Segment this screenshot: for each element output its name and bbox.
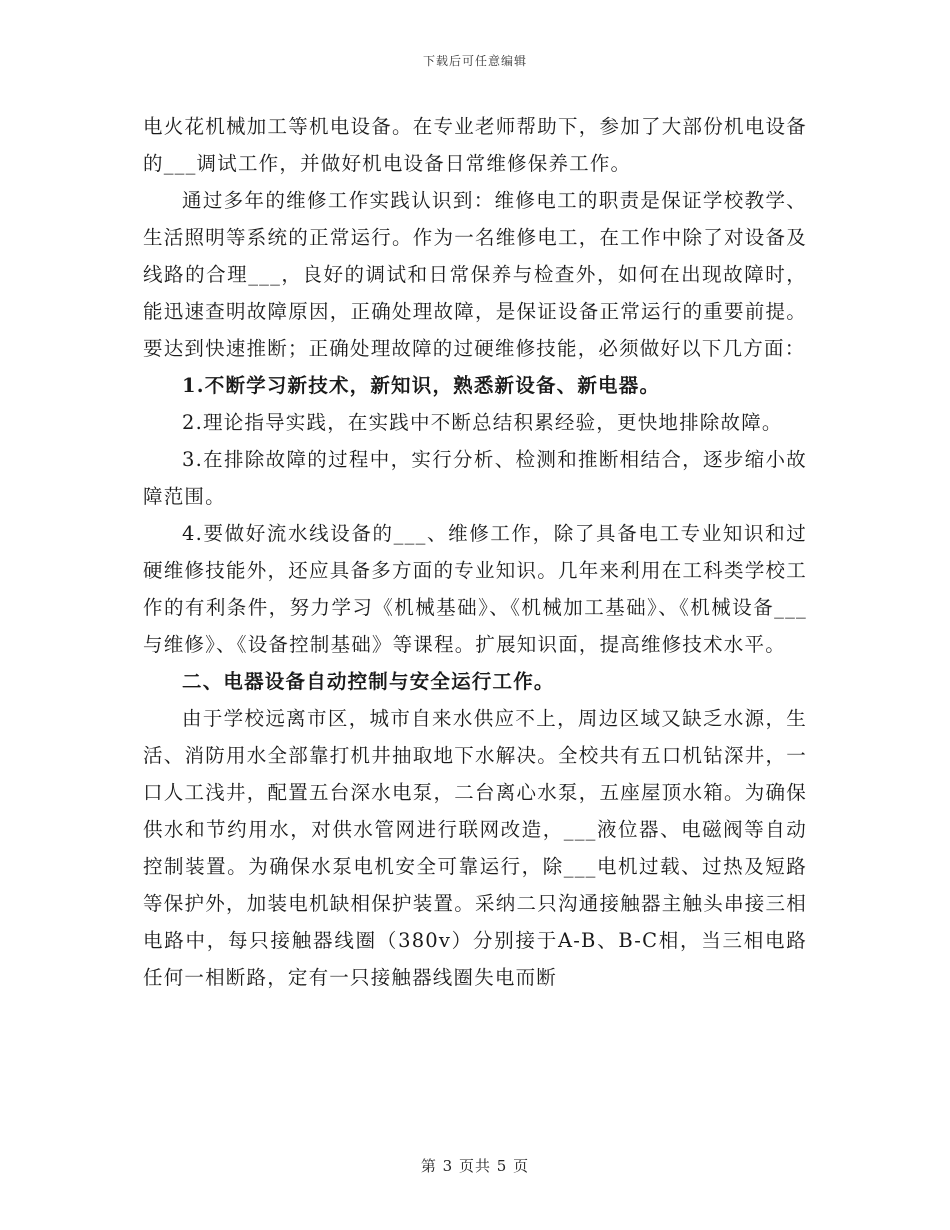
paragraph-maintenance-duties: 通过多年的维修工作实践认识到：维修电工的职责是保证学校教学、生活照明等系统的正常运行。作为一名维修电工，在工作中除了对设备及线路的合理___，良好的调试和日常保养与检查外，如何在出现故障时，能迅速查明故障原因，正确处理故障，是保证设备正常运行的重要前提。要达到快速推断；正确处理故障的过硬维修技能，必须做好以下几方面： xyxy=(143,189,807,360)
page-header: 下载后可任意编辑 xyxy=(422,54,527,68)
list-item-4: 4.要做好流水线设备的___、维修工作，除了具备电工专业知识和过硬维修技能外，还应具备多方面的专业知识。几年来利用在工科类学校工作的有利条件，努力学习《机械基础》、《机械加工基础》、《机械设备___与维修》、《设备控制基础》等课程。扩展知识面，提高维修技术水平。 xyxy=(143,522,807,656)
document-body xyxy=(143,108,807,996)
page-footer: 第 3 页共 5 页 xyxy=(420,1157,530,1175)
paragraph-water-supply: 由于学校远离市区，城市自来水供应不上，周边区域又缺乏水源，生活、消防用水全部靠打机井抽取地下水解决。全校共有五口机钻深井，一口人工浅井，配置五台深水电泵，二台离心水泵，五座屋顶水箱。为确保供水和节约用水，对供水管网进行联网改造，___液位器、电磁阀等自动控制装置。为确保水泵电机安全可靠运行，除___电机过载、过热及短路等保护外，加装电机缺相保护装置。采纳二只沟通接触器主触头串接三相电路中，每只接触器线圈（380v）分别接于A-B、B-C相，当三相电路任何一相断路，定有一只接触器线圈失电而断 xyxy=(143,707,807,989)
list-item-3: 3.在排除故障的过程中，实行分析、检测和推断相结合，逐步缩小故障范围。 xyxy=(143,448,807,508)
list-item-1: 1.不断学习新技术，新知识，熟悉新设备、新电器。 xyxy=(182,374,661,397)
section-heading-2: 二、电器设备自动控制与安全运行工作。 xyxy=(182,670,555,693)
paragraph-continuation: 电火花机械加工等机电设备。在专业老师帮助下，参加了大部份机电设备的___调试工作，并做好机电设备日常维修保养工作。 xyxy=(143,115,807,175)
list-item-2: 2.理论指导实践，在实践中不断总结积累经验，更快地排除故障。 xyxy=(182,411,783,434)
